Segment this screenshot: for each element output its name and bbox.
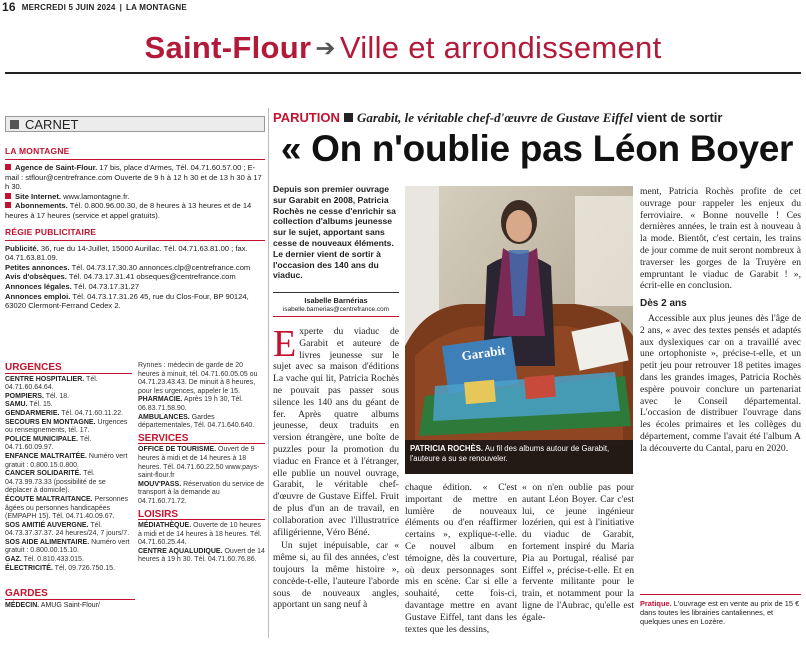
site-label: Site Internet. xyxy=(15,191,61,201)
info-label: POMPIERS. xyxy=(5,392,44,400)
info-item xyxy=(5,393,132,402)
article-column-2: chaque édition. « C'est important de mettre en lumière de nouveaux éléments ou d'en réaffirmer certains », explique-t-elle. Ce nouvel album en témoigne, dès la couverture, où deux personnages sont mis en scène. Car si elle a souhaité, cette fois-ci, davantage mettre en avant Gustave Eiffel, tant dans les textes que les dessins, xyxy=(405,482,517,635)
masthead xyxy=(0,0,806,14)
info-item xyxy=(138,522,265,548)
loisirs-title: LOISIRS xyxy=(138,511,265,521)
info-item xyxy=(5,419,132,436)
section-city: Saint-Flour xyxy=(144,30,312,65)
regie-title: RÉGIE PUBLICITAIRE xyxy=(5,226,97,237)
info-label: CENTRE AQUALUDIQUE. xyxy=(138,547,223,555)
carnet-title: CARNET xyxy=(25,116,79,132)
info-label: GAZ. xyxy=(5,556,22,564)
abonnements-line xyxy=(5,201,265,220)
info-label: SOS AIDE ALIMENTAIRE. xyxy=(5,538,90,546)
info-label: GENDARMERIE. xyxy=(5,409,60,417)
article-chapo: Depuis son premier ouvrage sur Garabit en 2008, Patricia Rochès ne cesse d'enrichir sa collection d'albums jeunesse sur le sujet, apportant sans cesse de nouveaux éléments. Le dernier vient de sortir à l'occasion des 140 ans du viaduc. xyxy=(273,184,396,281)
agence-line xyxy=(5,163,265,192)
col4b-text: Accessible aux plus jeunes dès l'âge de 2 ans, « avec des textes pensés et adaptés aux dyslexiques car on a travaillé avec une ortophoniste », précise-t-elle, et un petit jeu pour retrouver 18 petites images dans les grandes images, Patricia Rochès espère pouvoir conclure un partenariat avec le Conseil départemental. L'occasion de distribuer l'ouvrage dans les écoles primaires et les collèges du département, comme l'avait été l'album A la découverte du Cantal, paru en 2020. xyxy=(640,312,801,454)
info-text: Numéro vert gratuit : 0.800.00.15.10. xyxy=(5,538,130,555)
info-text: Réservation du service de transport à la demande au 04.71.60.71.72. xyxy=(138,480,265,505)
article-kicker xyxy=(273,110,801,126)
services-column xyxy=(138,362,265,573)
regie-line xyxy=(5,272,265,282)
pratique-box xyxy=(640,594,801,626)
info-item xyxy=(138,481,265,507)
bullet-icon xyxy=(5,164,11,170)
info-item xyxy=(5,470,132,496)
regie-text: Tél. 04.73.17.31.26 45, rue du Clos-Four, BP 90124, 63020 Clermont-Ferrand Cedex 2. xyxy=(5,291,249,311)
info-text: Ouverte de 10 heures à midi et de 14 heures à 18 heures. Tél. 04.71.60.25.44. xyxy=(138,522,262,547)
regie-text: Tél. 04.73.17.31.41 obseques@centrefrance.com xyxy=(68,272,236,282)
urgences-column xyxy=(5,362,132,573)
article-rubric: PARUTION xyxy=(273,110,340,125)
photo-illustration xyxy=(405,186,633,474)
square-icon xyxy=(10,120,19,129)
loisirs-list xyxy=(138,522,265,565)
article-title: « On n'oublie pas Léon Boyer xyxy=(280,128,794,169)
info-item xyxy=(5,436,132,453)
paper-name: LA MONTAGNE xyxy=(126,2,187,12)
info-text: Ouvert de 9 heures à midi et de 14 heures à 18 heures. Tél. 04.71.60.22.50 www.pays-saint-flour.fr xyxy=(138,446,260,480)
page-number: 16 xyxy=(2,0,16,14)
regie-label: Publicité. xyxy=(5,243,39,253)
info-item xyxy=(5,376,132,393)
regie-line xyxy=(5,292,265,311)
info-item xyxy=(5,453,132,470)
drop-cap: E xyxy=(273,323,297,365)
masthead-separator: | xyxy=(119,2,123,12)
abonnements-label: Abonnements. xyxy=(15,201,68,211)
info-item xyxy=(138,446,265,480)
info-label: ENFANCE MALTRAITÉE. xyxy=(5,452,87,460)
regie-text: Tél. 04.73.17.31.27 xyxy=(73,281,140,291)
article-column-4 xyxy=(640,186,801,455)
info-item xyxy=(5,539,132,556)
regie-label: Annonces légales. xyxy=(5,281,72,291)
info-text: Gardes départementales, Tél. 04.71.640.640. xyxy=(138,413,255,430)
info-item xyxy=(5,401,132,410)
gardes-text: AMUG Saint-Flour/ xyxy=(40,602,100,609)
info-item xyxy=(5,410,132,419)
info-label: MÉDIATHÈQUE. xyxy=(138,522,192,530)
info-item xyxy=(5,565,132,574)
col4-text: ment, Patricia Rochès profite de cet ouvrage pour rappeler les enjeux du ferroviaire. « Bonne nouvelle ! Ces dernières années, le train est à nouveau à la mode. Bientôt, c'est certain, les trains de jour comme de nuit seront nombreux à traverser les gorges de la Truyère en empruntant le viaduc de Garabit ! », écrit-elle en conclusion. xyxy=(640,186,801,292)
site-line xyxy=(5,192,265,202)
gardes-box xyxy=(5,588,135,609)
regie-label: Petites annonces. xyxy=(5,262,70,272)
agence-label: Agence de Saint-Flour. xyxy=(15,163,98,172)
divider xyxy=(5,240,265,241)
info-text: Tél. 09.726.750.15. xyxy=(54,564,115,572)
divider xyxy=(5,159,265,160)
info-text: Numéro vert gratuit : 0.800.15.0.800. xyxy=(5,452,128,469)
info-label: MOUV'PASS. xyxy=(138,480,182,488)
regie-text: Tél. 04.73.17.30.30 annonces.clp@centrefrance.com xyxy=(71,262,251,272)
info-text: Après 19 h 30, Tél. 06.83.71.58.90. xyxy=(138,396,243,412)
issue-date: MERCREDI 5 JUIN 2024 xyxy=(21,2,116,12)
regie-text: 36, rue du 14-Juillet, 15000 Aurillac. Tél. 04.71.63.81.00 ; fax. 04.71.63.81.09. xyxy=(5,243,248,263)
bullet-icon xyxy=(5,202,11,208)
regie-label: Annonces emploi. xyxy=(5,291,71,301)
regie-label: Avis d'obsèques. xyxy=(5,272,67,282)
article-column-3: « on n'en oublie pas pour autant Léon Boyer. Car c'est lui, ce jeune ingénieur lozérien, qui est à l'initiative du viaduc de Garabit, fortement inspiré du Maria Pia au Portugal, réalisé par Eiffel », précise-t-elle. Et en fervente militante pour le train, et notamment pour la ligne de l'Aubrac, qu'elle est égale- xyxy=(522,482,634,623)
info-item xyxy=(5,556,132,565)
header-rule xyxy=(5,72,801,74)
author-block xyxy=(273,292,399,317)
info-label: SECOURS EN MONTAGNE. xyxy=(5,418,96,426)
info-item xyxy=(138,414,265,431)
info-label: ÉLECTRICITÉ. xyxy=(5,564,53,572)
col1b-text: Un sujet inépuisable, car « même si, au fil des années, c'est toujours la même histoire », concède-t-elle, l'auteure l'aborde sous de nouveaux angles, apportant un sang neuf à xyxy=(273,540,399,611)
bullet-icon xyxy=(5,193,11,199)
agence-text: 17 bis, place d'Armes, Tél. 04.71.60.57.00 ; E-mail : stflour@centrefrance.com Ouverte de 9 h à 12 h 30 et de 13 h 30 à 17 h 30. xyxy=(5,163,262,192)
regie-line xyxy=(5,263,265,273)
info-text: Urgences ou renseignements, tél. 17. xyxy=(5,418,128,435)
info-label: OFFICE DE TOURISME. xyxy=(138,446,217,454)
carnet-box xyxy=(5,116,265,311)
gardes-line xyxy=(5,602,135,609)
photo-caption xyxy=(405,440,633,474)
info-text: Personnes âgées ou personnes handicapées (EMPAPH 15). Tél. 04.71.40.09.67. xyxy=(5,495,129,521)
info-text: Tél. 04.71.60.11.22. xyxy=(61,409,124,417)
medecin-text: Rynnes : médecin de garde de 20 heures à minuit, tél. 04.71.60.05.05 ou 04.71.23.43.43. De minuit à 8 heures, pour les urgences, appeler le 15. xyxy=(138,362,258,395)
arrow-icon: ➔ xyxy=(315,35,336,62)
info-text: Tél. 15. xyxy=(29,401,53,409)
abonnements-text: Tél. 0.800.96.00.30, de 8 heures à 13 heures et de 14 heures à 17 heures (service et appel gratuits). xyxy=(5,201,252,220)
caption-text: Au fil des albums autour de Garabit, l'auteure a su se renouveler. xyxy=(410,444,610,463)
pratique-text: L'ouvrage est en vente au prix de 15 € dans toutes les librairies cantaliennes, et quelques unes en Lozère. xyxy=(640,599,800,626)
col2-list xyxy=(138,396,265,430)
info-text: Tél. 0.810.433.015. xyxy=(23,556,84,564)
info-label: SOS AMITIÉ AUVERGNE. xyxy=(5,521,89,529)
info-item xyxy=(5,522,132,539)
square-icon xyxy=(344,113,353,122)
info-text: Tél. 04.71.60.64.64. xyxy=(5,375,98,392)
section-headline xyxy=(0,30,806,66)
author-name: Isabelle Barnérias xyxy=(304,296,368,305)
lamontagne-title: LA MONTAGNE xyxy=(5,146,70,156)
section-subtitle: Ville et arrondissement xyxy=(339,30,662,65)
caption-name: PATRICIA ROCHÈS. xyxy=(410,444,484,453)
regie-line xyxy=(5,244,265,263)
pratique-label: Pratique. xyxy=(640,599,672,608)
col1-text: xperte du viaduc de Garabit et auteure de livres jeunesse sur le sujet avec sa maison d'éditions La vache qui lit, Patricia Rochès ne pouvait pas passer sous silence les 140 ans du géant de fer. Après quatre albums jeunesse, deux traduits en version étrangère, une boîte de puzzles pour la promotion du viaduc en France et à l'étranger, elle publie un nouvel ouvrage, Garabit, le véritable chef-d'œuvre de Gustave Eiffel. Fruit de plus d'un an de travail, en collaboration avec l'illustratrice afiligérienne, Véro Béné. xyxy=(273,326,399,538)
carnet-header xyxy=(5,116,265,132)
info-label: CENTRE HOSPITALIER. xyxy=(5,375,85,383)
urgences-list xyxy=(5,376,132,574)
article-photo xyxy=(405,186,633,474)
article-column-1 xyxy=(273,323,399,611)
services-title: SERVICES xyxy=(138,435,265,445)
info-label: SAMU. xyxy=(5,401,28,409)
kicker-end: vient de sortir xyxy=(636,110,723,125)
book-title: Garabit xyxy=(460,342,507,364)
info-label: CANCER SOLIDARITÉ. xyxy=(5,470,82,478)
urgences-title: URGENCES xyxy=(5,364,132,374)
info-item xyxy=(138,396,265,413)
services-list xyxy=(138,446,265,506)
regie-line xyxy=(5,282,265,292)
info-text: Tél. 04.71.60.09.97. xyxy=(5,435,92,452)
site-link[interactable]: www.lamontagne.fr. xyxy=(63,191,130,201)
author-mail[interactable]: isabelle.barnerias@centrefrance.com xyxy=(273,306,399,317)
info-item xyxy=(138,548,265,565)
info-item xyxy=(5,496,132,522)
column-divider xyxy=(268,108,269,638)
gardes-label: MÉDECIN. xyxy=(5,602,40,609)
info-text: Tél. 18. xyxy=(45,392,70,400)
info-text: Ouvert de 14 heures à 19 h 30. Tél. 04.71.60.76.86. xyxy=(138,547,265,564)
info-label: AMBULANCES. xyxy=(138,413,190,421)
services-columns xyxy=(5,362,265,573)
info-text: Tél. 04.73.99.73.33 (possibilité de se déplacer à domicile). xyxy=(5,470,106,495)
article-subhead: Dès 2 ans xyxy=(640,298,687,310)
info-label: POLICE MUNICIPALE. xyxy=(5,435,78,443)
gardes-title: GARDES xyxy=(5,588,135,600)
kicker-italic: Garabit, le véritable chef-d'œuvre de Gustave Eiffel xyxy=(356,110,633,125)
info-text: Tél. 04.73.37.37.37. 24 heures/24, 7 jours/7. xyxy=(5,521,130,538)
info-label: PHARMACIE. xyxy=(138,396,183,404)
info-label: ÉCOUTE MALTRAITANCE. xyxy=(5,495,93,503)
